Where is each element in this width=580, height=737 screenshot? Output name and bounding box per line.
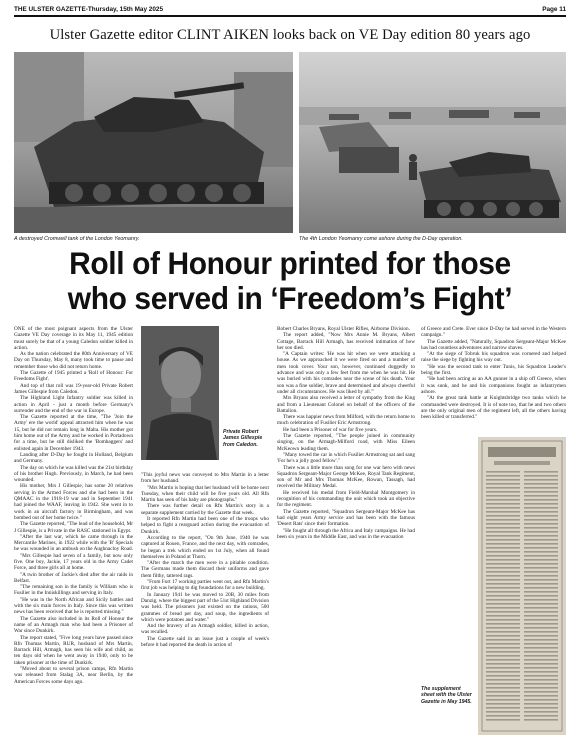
tank-photo-caption: A destroyed Cromwell tank of the London Yeomanry. <box>14 236 140 242</box>
masthead-title: THE ULSTER GAZETTE-Thursday, 15th May 2025 <box>14 6 164 13</box>
portrait-caption: Private Robert James Gillespie from Caledon. <box>223 429 263 448</box>
article-paragraph: "He was the second tank to enter Tunis, his Squadron Leader's being the first. <box>421 363 566 377</box>
article-paragraph: "A Captain writes: 'He was hit when we were attacking a house. As we approached it we were fired on and a number of men took cover. Your son, however, continued doggedly to advance and was only a few feet from me when he was hit. He was buried with his comrades near the scene of his death. Your son was a fine soldier, brave and determined and always cheerful under all circumstances. He was liked by all.'" <box>277 351 415 395</box>
article-paragraph: The Gazette reported, "The lead of the household, Mr J Gillespie, is a Private in the RASC stationed in Egypt. <box>14 521 133 534</box>
masthead <box>14 4 566 15</box>
article-paragraph: The report added, "Now Mrs Annie M. Bryans, Albert Cottage, Barrack Hill Armagh, has received intimation of how her son died. <box>277 332 415 351</box>
article-paragraph: "After the last war, which he came through in the Mercantile Marines, in 1922 while with the 'B' Specials he was wounded in an ambush on the Aughnacloy Road. <box>14 533 133 553</box>
supplement-sheet-image <box>478 437 566 735</box>
article-paragraph: Landing after D-Day he fought in Holland, Belgium and Germany. <box>14 451 133 465</box>
article-paragraph: There was further detail on Rfn Martin's story in a separate supplement carried by the Gazette that week. <box>141 503 269 516</box>
article-paragraph: "After the march the men were in a pitiable condition. The Germans made them discard their uniforms and gave them filthy, tattered rags. <box>141 560 269 579</box>
headline <box>28 246 552 320</box>
article-paragraph: "At the great tank battle at Knightsbridge two tanks which he commanded were destroyed. It is of note too, that he and two others are the only original men of the regiment left, all the others having been killed or transferred." <box>421 395 566 421</box>
article-paragraph: The Gazette also included in its Roll of Honour the name of an Armagh man who had been a Prisoner of War since Dunkirk. <box>14 615 133 635</box>
article-paragraph: "A twin brother of Jackie's died after the air raids in Belfast. <box>14 571 133 584</box>
article-column-2 <box>141 326 269 726</box>
article-paragraph: Robert Charles Bryans, Royal Ulster Rifles, Airborne Division. <box>277 326 410 332</box>
article-paragraph: ONE of the most poignant aspects from the Ulster Gazette VE Day coverage in its May 11, 1945 edition must surely be that of a young Caledon soldier killed in action. <box>14 326 133 351</box>
article-column-4 <box>421 326 566 436</box>
article-paragraph: "At the siege of Tobruk his squadron was cornered and helped raise the siege by fighting his way out. <box>421 351 566 364</box>
article-paragraph: And the bravery of an Armagh soldier, killed in action, was recalled. <box>141 623 269 636</box>
article-column-3 <box>277 326 415 726</box>
headline-line-1: Roll of Honour printed for those <box>69 245 511 281</box>
article-paragraph: "Moved about to several prison camps, Rfn Martin was released from Stalag 3A, near Berlin, by the American Forces some days ago. <box>14 666 133 685</box>
page-number: Page 11 <box>542 6 566 13</box>
article-paragraph: The Gazette reported, "Squadron Sergeant-Major McKee has had eight years Army service and has been with the famous 'Desert Rats' since their formation. <box>277 508 415 528</box>
headline-line-2: who served in ‘Freedom’s Fight’ <box>67 280 513 316</box>
article-paragraph: There was a little more than song for one war hero with news Squadron Sergeant-Major George McKee, Royal Tank Regiment, son of Mr and Mrs Thomas McKee, Rowan, Tassagh, had received the Military Medal. <box>277 464 415 490</box>
article-paragraph: "Many towed the car in which Fusilier Armstrong sat and sang 'For he's a jolly good fellow'." <box>277 451 415 465</box>
kicker-suffix: looks back on VE Day edition 80 years ago <box>272 27 531 43</box>
article-paragraph: He received his medal from Field-Marshal Montgomery in recognition of his commanding the unit which took an objective for the regiment. <box>277 489 415 509</box>
article-paragraph: The Gazette said in an issue just a couple of week's before it had reported the death in action of <box>141 635 269 649</box>
landing-photo-caption: The 4th London Yeomanry come ashore during the D-Day operation. <box>299 236 463 242</box>
article-paragraph: "Mrs Gillespie had seven of a family, but now only five. One boy, Jackie, 17 years old in the Army Cadet Force, and three girls all at home. <box>14 552 133 572</box>
kicker-author: CLINT AIKEN <box>177 27 270 43</box>
article-paragraph: As the nation celebrated the 80th Anniversary of VE Day on Thursday, May 8, many took time to pause and remember those who did not return home. <box>14 351 133 370</box>
article-paragraph: Mrs Bryans also received a letter of sympathy from the King and from a Lieutenant Colonel on behalf of the officers of the Battalion. <box>277 395 415 414</box>
article-paragraph: The Gazette of 1945 printed a 'Roll of Honour: For Freedoms Fight'. <box>14 370 133 383</box>
article-paragraph: "He was in the North African and Sicily battles and with the six main forces in Italy. Since this was written news has been received that he is reported missing." <box>14 596 133 616</box>
article-paragraph: The Gazette reported at the time, "The 'Join the Army' ere the world' appeal attracted him when he was 15, but he did not remain long in Malta. His mother got him home out of the Army and he worked in Portadown for a time, but he still disliked the 'Bombaggers' and enlisted again in December 1943. <box>14 414 133 452</box>
article-column-1 <box>14 326 133 726</box>
article-paragraph: He had been a Prisoner of war for five years. <box>283 426 378 433</box>
masthead-rule <box>14 15 566 17</box>
article-paragraph: The Highland Light Infantry soldier was killed in action in April - just a month before Germany's surrender and the end of the war in Europe. <box>14 395 133 414</box>
article-paragraph: The report stated, "Five long years have passed since Rfn Thomas Martin, RUR, husband of Mrs Martin, Barrack Hill, Armagh, has seen his wife and child, as ten days old when he went away in 1940, only to be taken prisoner at the time of Dunkirk. <box>14 634 133 666</box>
kicker <box>14 22 566 49</box>
article-paragraph: According to the report, "On 9th June, 1940 he was captured at Rouen, France, and the next day, with comrades, he began a trek which ended on 1st July, when all found themselves in Poland at Thorn. <box>141 534 269 560</box>
supplement-caption: The supplement sheet with the Ulster Gazette in May 1945. <box>421 686 472 705</box>
landing-photo <box>299 52 566 233</box>
kicker-prefix: Ulster Gazette editor <box>49 27 174 43</box>
article-paragraph: The Gazette added, "Naturally, Squadron Sergeant-Major McKee has had countless adventures and narrow shaves. <box>421 338 566 351</box>
article-paragraph: The day on which he was killed was the 21st birthday of his brother Hugh. Previously, in March, he had been wounded. <box>14 464 133 484</box>
article-paragraph: In January 1941 he was moved to 20B, 30 miles from Danzig, where the biggest part of the 51st Highland Division was held. The prisoners just existed on the rations, 500 grammes of bread per day, and soup, the ingredients of which were potatoes and water." <box>141 591 269 623</box>
article-paragraph: There was happier news from Milford, with the return home to much celebration of Fusilier Eric Armstrong. <box>277 414 415 427</box>
article-paragraph: "From Fort 17 working parties went out, and Rfn Martin's first job was helping to dig foundations for a new building. <box>141 579 269 592</box>
tank-photo <box>14 52 293 233</box>
article-paragraph: "He fought all through the Africa and Italy campaigns. He had been six years in the Middle East, and was in the evacuation <box>277 527 415 540</box>
article-paragraph: "Mrs Martin is hoping that her husband will be home next Tuesday, when their child will be five years old. All Rfn Martin has seen of his baby are photographs." <box>141 484 269 504</box>
article-paragraph: And top of that roll was 19-year-old Private Robert James Gillespie from Caledon. <box>14 382 133 395</box>
article-paragraph: It reported Rfn Martin had been one of the troops who helped to fight a rearguard action during the evacuation of Dunkirk. <box>141 516 269 535</box>
article-paragraph: of Greece and Crete. Ever since D-Day he had served in the Western campaign." <box>421 326 566 339</box>
article-paragraph: His mother, Mrs J Gillespie, has some 20 relatives serving in the Armed Forces and she had been in the QMAAC in the 1918-19 war and in September 1941 had joined the WAAF, leaving in 1942. She went in to work in an aircraft factory in Birmingham, and was bombed out of her home twice." <box>14 483 133 521</box>
supplement-caption-block <box>421 436 473 705</box>
article-paragraph: "The remaining son in the family is William who is Fusilier in the Inniskillings and serving in Italy. <box>14 584 133 597</box>
article-paragraph: "This joyful news was conveyed to Mrs Martin in a letter from her husband. <box>141 472 269 485</box>
article-paragraph: "He had been acting as an AA gunner in a ship off Greece, when it was sunk, and he and his companions fought as infantrymen ashore. <box>421 376 566 395</box>
article-paragraph: The Gazette reported, "The people joined in community singing, on the Armagh-Milford road, with Miss Eileen McKeown leading them. <box>277 433 415 452</box>
